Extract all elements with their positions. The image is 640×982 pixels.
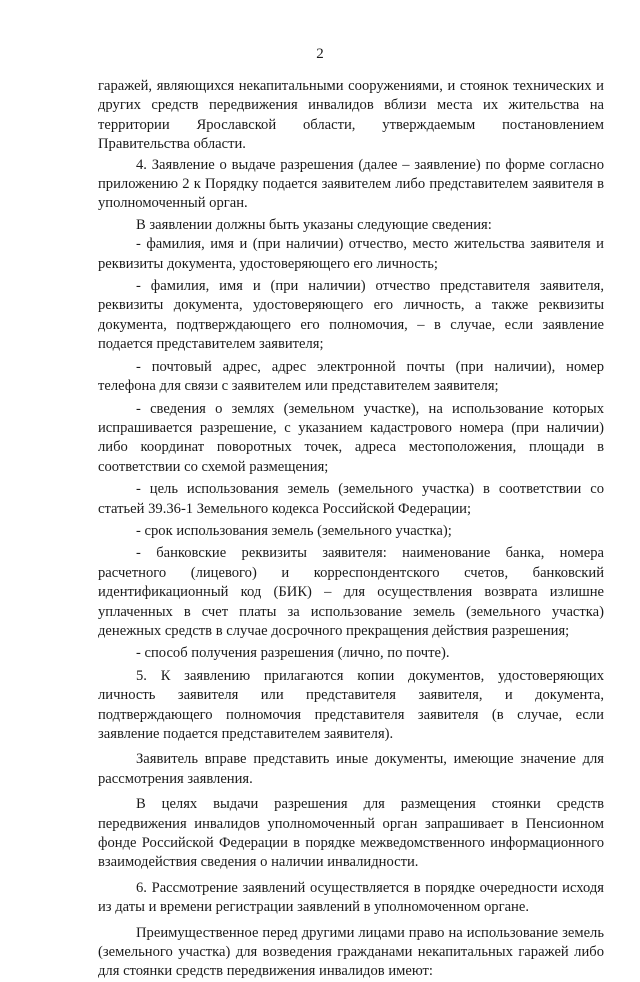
- list-item-term: - срок использования земель (земельного участка);: [136, 522, 452, 539]
- paragraph-item-5: 5. К заявлению прилагаются копии документов, удостоверяющих личность заявителя или представителя заявителя, и документа, подтверждающего полномочия представителя заявителя (в случае, если заявление подается представителем заявителя).: [98, 667, 604, 742]
- paragraph-other-documents: Заявитель вправе представить иные документы, имеющие значение для рассмотрения заявления.: [98, 751, 604, 787]
- list-item-representative-name: - фамилия, имя и (при наличии) отчество представителя заявителя, реквизиты документа, удостоверяющего его личность, а также реквизиты документа, подтверждающего его полномочия, – в случае, если заявление подается представителем заявителя;: [98, 278, 604, 353]
- paragraph-required-info-intro: В заявлении должны быть указаны следующие сведения:: [136, 216, 492, 233]
- list-item-purpose: - цель использования земель (земельного участка) в соответствии со статьей 39.36-1 Земельного кодекса Российской Федерации;: [98, 481, 604, 517]
- list-item-receipt-method: - способ получения разрешения (лично, по почте).: [136, 645, 450, 662]
- paragraph-continuation: гаражей, являющихся некапитальными сооружениями, и стоянок технических и других средств передвижения инвалидов вблизи места их жительства на территории Ярославской области, утверждаемым постановлением Правительства области.: [98, 78, 604, 153]
- list-item-land-info: - сведения о землях (земельном участке), на использование которых испрашивается разрешение, с указанием кадастрового номера (при наличии) либо координат поворотных точек, адреса местоположения, площади в соответствии со схемой размещения;: [98, 400, 604, 475]
- document-body: [98, 77, 604, 982]
- paragraph-item-4: 4. Заявление о выдаче разрешения (далее – заявление) по форме согласно приложению 2 к Порядку подается заявителем либо представителем заявителя в уполномоченный орган.: [98, 156, 604, 212]
- list-item-applicant-name: - фамилия, имя и (при наличии) отчество, место жительства заявителя и реквизиты документа, удостоверяющего его личность;: [98, 236, 604, 272]
- list-item-bank-details: - банковские реквизиты заявителя: наименование банка, номера расчетного (лицевого) и корреспондентского счетов, банковский идентификационный код (БИК) – для осуществления возврата излишне уплаченных в счет платы за использование земель (земельного участка) денежных средств в случае досрочного прекращения действия разрешения;: [98, 545, 604, 639]
- list-item-contact-info: - почтовый адрес, адрес электронной почты (при наличии), номер телефона для связи с заявителем или представителем заявителя;: [98, 358, 604, 395]
- paragraph-priority-right: Преимущественное перед другими лицами право на использование земель (земельного участка) для возведения гражданами некапитальных гаражей либо для стоянки средств передвижения инвалидов имеют:: [98, 924, 604, 980]
- page-number: 2: [316, 46, 324, 62]
- paragraph-item-6: 6. Рассмотрение заявлений осуществляется в порядке очередности исходя из даты и времени регистрации заявлений в уполномоченном органе.: [98, 879, 604, 916]
- paragraph-pension-fund-request: В целях выдачи разрешения для размещения стоянки средств передвижения инвалидов уполномоченный орган запрашивает в Пенсионном фонде Российской Федерации в порядке межведомственного информационного взаимодействия сведения о наличии инвалидности.: [98, 796, 604, 871]
